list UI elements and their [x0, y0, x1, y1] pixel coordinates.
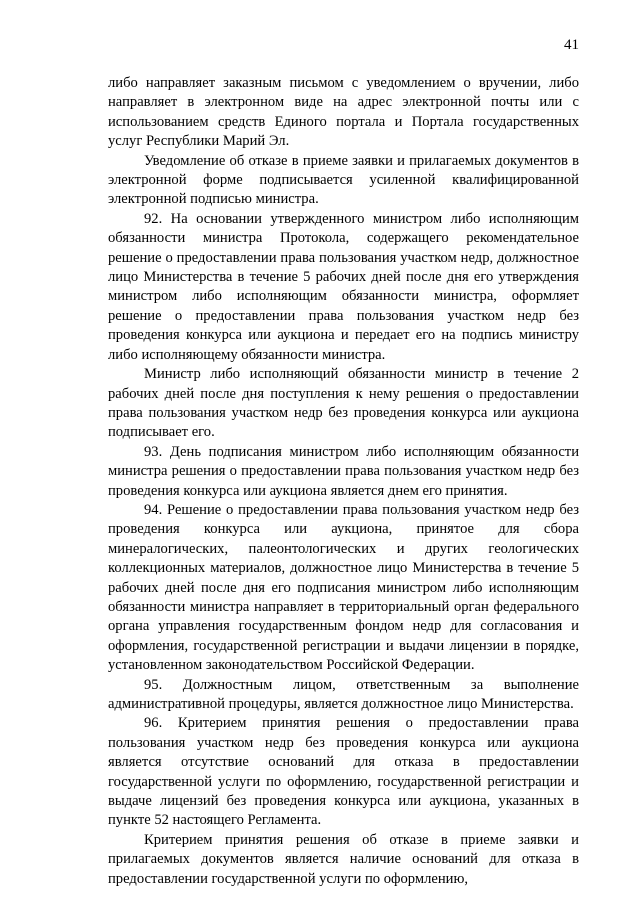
document-body: [108, 74, 579, 889]
paragraph-item-95: 95. Должностным лицом, ответственным за выполнение административной процедуры, является должностное лицо Министерства.: [108, 676, 579, 712]
paragraph-refusal-criterion: Критерием принятия решения об отказе в приеме заявки и прилагаемых документов является наличие оснований для отказа в предоставлении государственной услуги по оформлению,: [108, 831, 579, 887]
paragraph-minister-signs: Министр либо исполняющий обязанности министр в течение 2 рабочих дней после дня поступления к нему решения о предоставлении права пользования участком недр без проведения конкурса или аукциона подписывает его.: [108, 366, 579, 441]
paragraph-item-96: 96. Критерием принятия решения о предоставлении права пользования участком недр без проведения конкурса или аукциона является отсутствие оснований для отказа в предоставлении государственной услуги по оформлению, государственной регистрации и выдаче лицензий без проведения конкурса или аукциона, указанных в пункте 52 настоящего Регламента.: [108, 715, 579, 829]
paragraph-rejection-notice-signature: Уведомление об отказе в приеме заявки и прилагаемых документов в электронной форме подписывается усиленной квалифицированной электронной подписью министра.: [108, 152, 579, 208]
paragraph-item-94: 94. Решение о предоставлении права пользования участком недр без проведения конкурса или аукциона, принятое для сбора минералогических, палеонтологических и других геологических коллекционных материалов, должностное лицо Министерства в течение 5 рабочих дней после дня его подписания министром либо исполняющим обязанности министра направляет в территориальный орган федерального органа управления государственным фондом недр для согласования и оформления, государственной регистрации и выдачи лицензии в порядке, установленном законодательством Российской Федерации.: [108, 501, 579, 674]
paragraph-item-92: 92. На основании утвержденного министром либо исполняющим обязанности министра Протокола, содержащего рекомендательное решение о предоставлении права пользования участком недр, должностное лицо Министерства в течение 5 рабочих дней после дня его утверждения министром либо исполняющим обязанности министра, оформляет решение о предоставлении права пользования участком недр без проведения конкурса или аукциона и передает его на подпись министру либо исполняющему обязанности министра.: [108, 210, 579, 363]
paragraph-continuation: либо направляет заказным письмом с уведомлением о вручении, либо направляет в электронном виде на адрес электронной почты или с использованием средств Единого портала и Портала государственных услуг Республики Марий Эл.: [108, 75, 579, 150]
paragraph-item-93: 93. День подписания министром либо исполняющим обязанности министра решения о предоставлении права пользования участком недр без проведения конкурса или аукциона является днем его принятия.: [108, 443, 579, 499]
page-number: 41: [564, 37, 579, 53]
